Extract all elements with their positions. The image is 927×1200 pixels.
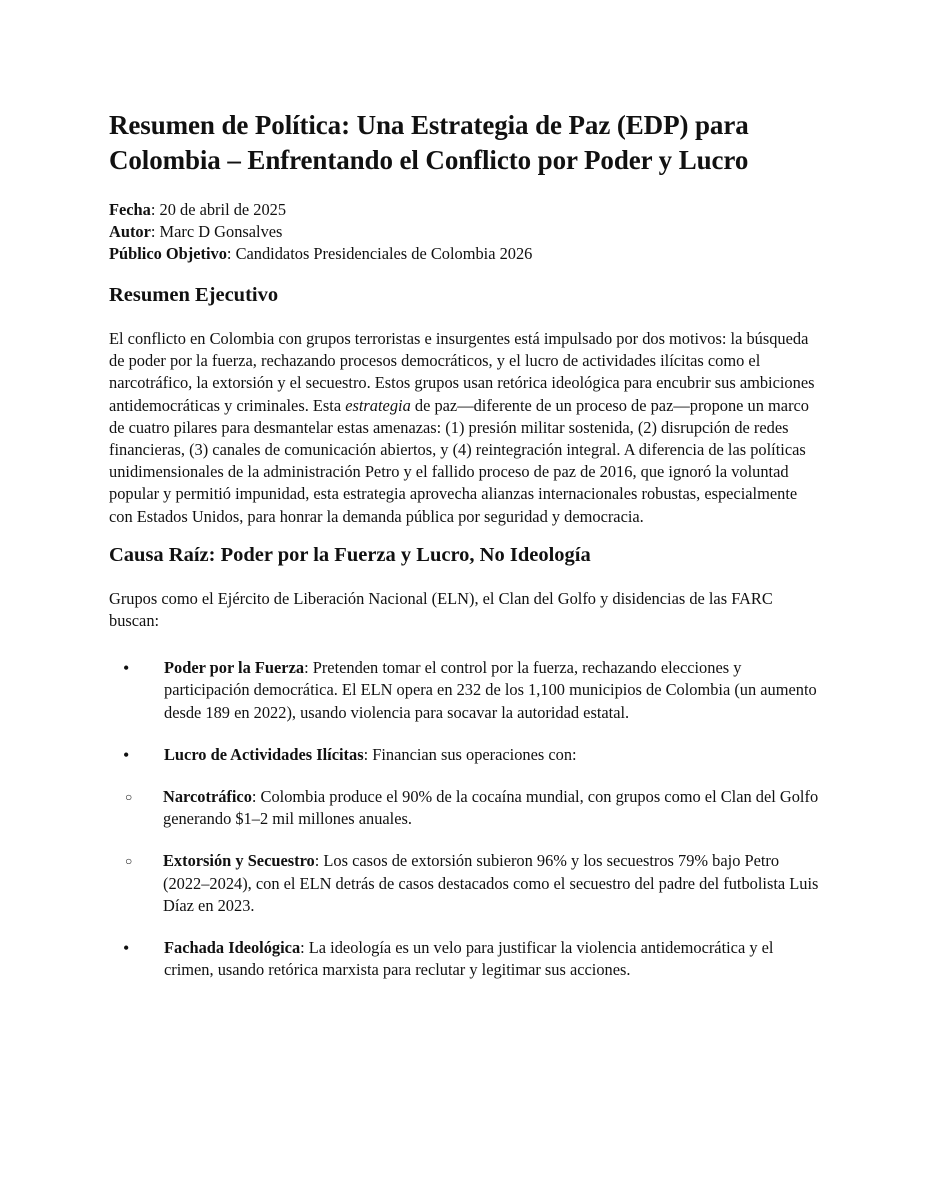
list-item bbox=[109, 937, 821, 981]
subitem-label: Narcotráfico bbox=[163, 787, 252, 807]
subitem-text: : Colombia produce el 90% de la cocaína mundial, con grupos como el Clan del Golfo generando $1–2 mil millones anuales. bbox=[163, 787, 819, 829]
circle-bullet-icon: ○ bbox=[125, 790, 133, 805]
root-cause-list bbox=[109, 657, 821, 766]
root-cause-heading: Causa Raíz: Poder por la Fuerza y Lucro, No Ideología bbox=[109, 543, 591, 566]
executive-summary-text-1: El conflicto en Colombia con grupos terroristas e insurgentes está impulsado por dos motivos: la búsqueda de poder por la fuerza, rechazando procesos democráticos, y el lucro de actividades ilícitas como el narcotráfico, la extorsión y el secuestro. Estos grupos usan retórica ideológica para encubrir sus ambiciones antidemocráticas y criminales. Esta bbox=[109, 329, 815, 415]
executive-summary-paragraph bbox=[109, 328, 821, 528]
audience-label: Público Objetivo bbox=[109, 244, 227, 263]
document-metadata bbox=[109, 199, 821, 265]
bullet-icon: • bbox=[123, 658, 130, 679]
audience-line bbox=[109, 243, 821, 265]
list-item bbox=[109, 786, 821, 830]
list-item bbox=[109, 850, 821, 917]
subitem-text: : Los casos de extorsión subieron 96% y los secuestros 79% bajo Petro (2022–2024), con el ELN detrás de casos destacados como el secuestro del padre del futbolista Luis Díaz en 2023. bbox=[163, 851, 819, 915]
executive-summary-heading: Resumen Ejecutivo bbox=[109, 284, 279, 306]
root-cause-list-continued bbox=[109, 937, 821, 981]
bullet-text: : La ideología es un velo para justificar la violencia antidemocrática y el crimen, usando retórica marxista para reclutar y legitimar sus acciones. bbox=[164, 938, 774, 980]
subitem-label: Extorsión y Secuestro bbox=[163, 851, 315, 871]
illicit-activities-sublist bbox=[109, 786, 821, 917]
list-item bbox=[109, 744, 821, 766]
document-title: Resumen de Política: Una Estrategia de Paz (EDP) para Colombia – Enfrentando el Conflicto por Poder y Lucro bbox=[109, 110, 749, 175]
bullet-text: : Pretenden tomar el control por la fuerza, rechazando elecciones y participación democrática. El ELN opera en 232 de los 1,100 municipios de Colombia (un aumento desde 189 en 2022), usando violencia para socavar la autoridad estatal. bbox=[164, 658, 817, 722]
bullet-icon: • bbox=[123, 938, 130, 959]
date-value: : 20 de abril de 2025 bbox=[150, 200, 287, 219]
bullet-label: Fachada Ideológica bbox=[164, 938, 301, 958]
bullet-icon: • bbox=[123, 744, 130, 765]
author-label: Autor bbox=[109, 222, 151, 241]
date-line bbox=[109, 199, 821, 221]
executive-summary-text-2: de paz—diferente de un proceso de paz—propone un marco de cuatro pilares para desmantelar estas amenazas: (1) presión militar sostenida, (2) disrupción de redes financieras, (3) canales de comunicación abiertos, y (4) reintegración integral. A diferencia de las políticas unidimensionales de la administración Petro y el fallido proceso de paz de 2016, que ignoró la voluntad popular y permitió impunidad, esta estrategia aprovecha alianzas internacionales robustas, especialmente con Estados Unidos, para honrar la demanda pública por seguridad y democracia. bbox=[109, 395, 809, 526]
list-item bbox=[109, 657, 821, 724]
author-value: : Marc D Gonsalves bbox=[150, 222, 283, 241]
author-line bbox=[109, 221, 821, 243]
root-cause-intro: Grupos como el Ejército de Liberación Nacional (ELN), el Clan del Golfo y disidencias de las FARC buscan: bbox=[109, 588, 773, 631]
executive-summary-emphasis: estrategia bbox=[345, 395, 411, 415]
bullet-label: Lucro de Actividades Ilícitas bbox=[164, 744, 364, 764]
bullet-label: Poder por la Fuerza bbox=[164, 658, 305, 678]
bullet-text: : Financian sus operaciones con: bbox=[363, 744, 577, 764]
circle-bullet-icon: ○ bbox=[125, 854, 133, 869]
audience-value: : Candidatos Presidenciales de Colombia 2026 bbox=[226, 244, 533, 263]
date-label: Fecha bbox=[109, 200, 151, 219]
document-page bbox=[109, 108, 821, 981]
